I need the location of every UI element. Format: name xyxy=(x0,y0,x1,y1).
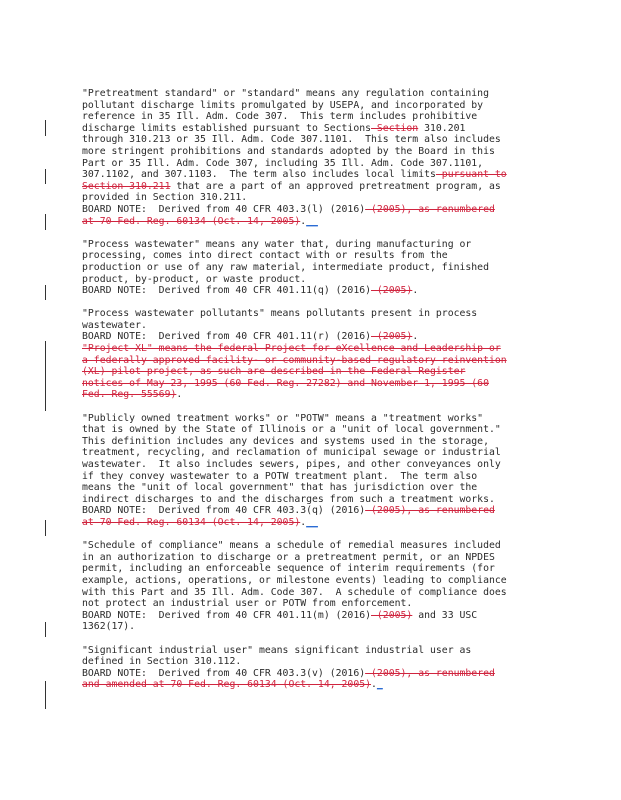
text-line xyxy=(82,645,522,657)
text-line xyxy=(82,111,522,123)
text-line xyxy=(82,552,522,564)
text-line xyxy=(82,100,522,112)
insertion-mark: __ xyxy=(306,516,318,528)
text-run: "Publicly owned treatment works" or "POTW" means a "treatment works" xyxy=(82,412,484,424)
text-run: "Significant industrial user" means significant industrial user as xyxy=(82,644,472,656)
text-run: provided in Section 310.211. xyxy=(82,192,248,204)
text-run: 1362(17). xyxy=(82,621,136,633)
deleted-text: pursuant to xyxy=(435,169,507,181)
text-run: BOARD NOTE: Derived from 40 CFR 403.3(v) (2016) xyxy=(82,667,366,679)
text-line xyxy=(82,540,522,552)
text-line xyxy=(82,656,522,668)
text-run: . xyxy=(300,215,307,227)
text-run: that are a part of an approved pretreatment program, as xyxy=(170,180,501,192)
text-run: and 33 USC xyxy=(412,609,478,621)
text-line xyxy=(82,134,522,146)
text-line xyxy=(82,587,522,599)
text-line xyxy=(82,320,522,332)
text-run: permit, including an enforceable sequence of interim requirements (for xyxy=(82,563,495,575)
text-run: . xyxy=(300,516,307,528)
text-line xyxy=(82,192,522,204)
text-line xyxy=(82,517,522,529)
text-run: product, by-product, or waste product. xyxy=(82,273,307,285)
text-line xyxy=(82,204,522,216)
text-run: "Process wastewater" means any water that, during manufacturing or xyxy=(82,238,472,250)
text-line xyxy=(82,563,522,575)
text-run: more stringent prohibitions and standards adopted by the Board in this xyxy=(82,145,495,157)
text-run: if they convey wastewater to a POTW treatment plant. The term also xyxy=(82,470,478,482)
text-line xyxy=(82,250,522,262)
text-run: BOARD NOTE: Derived from 40 CFR 401.11(q) (2016) xyxy=(82,285,372,297)
text-line xyxy=(82,389,522,401)
text-run: treatment, recycling, and reclamation of municipal sewage or industrial xyxy=(82,447,501,459)
text-line xyxy=(82,285,522,297)
text-line xyxy=(82,505,522,517)
text-line xyxy=(82,424,522,436)
change-bar xyxy=(45,622,46,637)
text-line xyxy=(82,447,522,459)
text-run: with this Part and 35 Ill. Adm. Code 307. A schedule of compliance does xyxy=(82,586,507,598)
text-line xyxy=(82,169,522,181)
text-run: wastewater. xyxy=(82,319,147,331)
deleted-text: (XL) pilot project, as such are described in the Federal Register xyxy=(82,366,466,378)
deleted-text: at 70 Fed. Reg. 60134 (Oct. 14, 2005) xyxy=(82,516,301,528)
change-bar xyxy=(45,681,46,709)
change-bar xyxy=(45,214,46,230)
text-line xyxy=(82,262,522,274)
deleted-text: and amended at 70 Fed. Reg. 60134 (Oct. 14, 2005) xyxy=(82,679,372,691)
text-run: that is owned by the State of Illinois or a "unit of local government." xyxy=(82,424,501,436)
deleted-text: notices of May 23, 1995 (60 Fed. Reg. 27282) and November 1, 1995 (60 xyxy=(82,377,489,389)
definition-entry xyxy=(82,413,522,529)
definition-entry xyxy=(82,308,522,401)
change-bar xyxy=(45,341,46,411)
definition-entry xyxy=(82,239,522,297)
text-line xyxy=(82,436,522,448)
text-run: not protect an industrial user or POTW from enforcement. xyxy=(82,598,413,610)
text-line xyxy=(82,610,522,622)
deleted-text: at 70 Fed. Reg. 60134 (Oct. 14, 2005) xyxy=(82,215,301,227)
definition-entry xyxy=(82,645,522,691)
deleted-text: Section 310.211 xyxy=(82,180,171,192)
deleted-text: (2005) xyxy=(371,609,413,621)
text-line xyxy=(82,459,522,471)
text-run: This definition includes any devices and systems used in the storage, xyxy=(82,435,489,447)
text-run: example, actions, operations, or milestone events) leading to compliance xyxy=(82,574,507,586)
text-line xyxy=(82,355,522,367)
deleted-text: (2005), as renumbered xyxy=(365,203,495,215)
text-line xyxy=(82,343,522,355)
change-bar xyxy=(45,285,46,300)
text-line xyxy=(82,679,522,691)
text-run: pollutant discharge limits promulgated by USEPA, and incorporated by xyxy=(82,99,484,111)
text-run: reference in 35 Ill. Adm. Code 307. This term includes prohibitive xyxy=(82,111,478,123)
text-run: means the "unit of local government" that has jurisdiction over the xyxy=(82,482,478,494)
text-line xyxy=(82,366,522,378)
text-line xyxy=(82,668,522,680)
deleted-text: (2005) xyxy=(371,285,413,297)
text-run: BOARD NOTE: Derived from 40 CFR 403.3(q) (2016) xyxy=(82,505,366,517)
text-line xyxy=(82,216,522,228)
text-line xyxy=(82,158,522,170)
text-line xyxy=(82,146,522,158)
text-line xyxy=(82,471,522,483)
text-run: Part or 35 Ill. Adm. Code 307, including 35 Ill. Adm. Code 307.1101, xyxy=(82,157,484,169)
text-line xyxy=(82,575,522,587)
deleted-text: "Project XL" means the federal Project for eXcellence and Leadership or xyxy=(82,343,501,355)
deleted-text: (2005), as renumbered xyxy=(365,667,495,679)
deleted-text: (2005) xyxy=(371,331,413,343)
text-line xyxy=(82,274,522,286)
deleted-text: Fed. Reg. 55569) xyxy=(82,389,177,401)
text-line xyxy=(82,494,522,506)
text-run: discharge limits established pursuant to Sections xyxy=(82,122,372,134)
text-line xyxy=(82,181,522,193)
definition-entry xyxy=(82,88,522,227)
text-run: BOARD NOTE: Derived from 40 CFR 401.11(r) (2016) xyxy=(82,331,372,343)
text-line xyxy=(82,482,522,494)
deleted-text: (2005), as renumbered xyxy=(365,505,495,517)
deleted-text: Section xyxy=(371,122,419,134)
text-run: . xyxy=(371,679,377,691)
text-run: wastewater. It also includes sewers, pipes, and other conveyances only xyxy=(82,459,501,470)
text-run: 310.201 xyxy=(418,122,466,134)
text-line xyxy=(82,413,522,425)
insertion-mark: _ xyxy=(376,679,383,691)
text-run: indirect discharges to and the discharges from such a treatment works. xyxy=(82,493,495,505)
text-run: "Schedule of compliance" means a schedule of remedial measures included xyxy=(82,540,501,552)
document-body xyxy=(82,88,522,702)
text-run: . xyxy=(412,285,419,297)
text-line xyxy=(82,239,522,251)
text-line xyxy=(82,331,522,343)
insertion-mark: __ xyxy=(306,215,318,227)
text-line xyxy=(82,378,522,390)
text-line xyxy=(82,308,522,320)
text-run: in an authorization to discharge or a pretreatment permit, or an NPDES xyxy=(82,551,495,563)
text-run: . xyxy=(412,331,419,343)
text-run: production or use of any raw material, intermediate product, finished xyxy=(82,261,489,273)
text-run: "Pretreatment standard" or "standard" means any regulation containing xyxy=(82,88,489,99)
text-line xyxy=(82,598,522,610)
text-line xyxy=(82,123,522,135)
definition-entry xyxy=(82,540,522,633)
change-bar xyxy=(45,169,46,184)
text-run: BOARD NOTE: Derived from 40 CFR 401.11(m) (2016) xyxy=(82,609,372,621)
text-run: through 310.213 or 35 Ill. Adm. Code 307.1101. This term also includes xyxy=(82,134,501,146)
text-run: defined in Section 310.112. xyxy=(82,656,242,668)
deleted-text: a federally approved facility- or community-based regulatory reinvention xyxy=(82,354,507,366)
text-run: 307.1102, and 307.1103. The term also includes local limits xyxy=(82,169,436,181)
text-run: BOARD NOTE: Derived from 40 CFR 403.3(l) (2016) xyxy=(82,203,366,215)
text-run: processing, comes into direct contact with or results from the xyxy=(82,250,448,262)
text-run: "Process wastewater pollutants" means pollutants present in process xyxy=(82,308,478,320)
text-line xyxy=(82,621,522,633)
change-bar xyxy=(45,520,46,536)
text-run: . xyxy=(176,389,183,401)
text-line xyxy=(82,88,522,100)
change-bar xyxy=(45,120,46,136)
